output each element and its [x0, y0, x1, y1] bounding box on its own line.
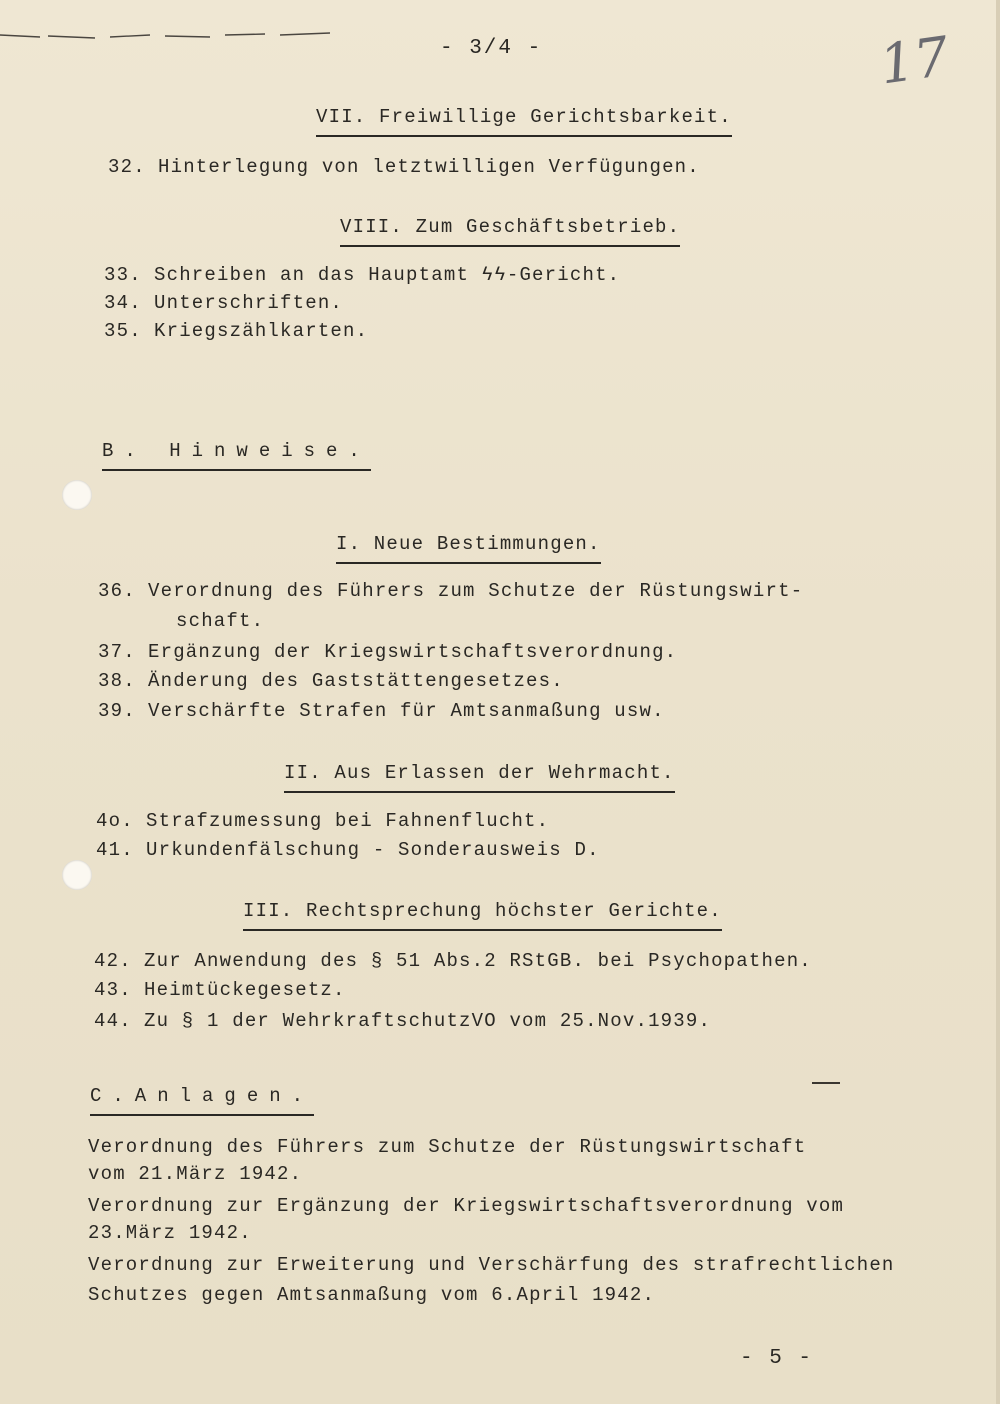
attachment-line: Verordnung zur Ergänzung der Kriegswirtschaftsverordnung vom [88, 1195, 845, 1217]
heading-b-ii: II. Aus Erlassen der Wehrmacht. [284, 764, 675, 793]
item-number: 36. [98, 580, 136, 602]
item-number: 38. [98, 670, 136, 692]
handwritten-folio-number: 17 [875, 24, 953, 97]
item-number: 39. [98, 700, 136, 722]
item-text: Verschärfte Strafen für Amtsanmaßung usw. [148, 700, 665, 722]
item-number: 35. [104, 320, 142, 342]
punch-hole-lower [62, 860, 92, 890]
item-text: Hinterlegung von letztwilligen Verfügungen. [158, 156, 700, 178]
top-scratch-marks [0, 28, 330, 40]
item-text: Strafzumessung bei Fahnenflucht. [146, 810, 550, 832]
item-text: Zur Anwendung des § 51 Abs.2 RStGB. bei Psychopathen. [144, 950, 812, 972]
item-number: 44. [94, 1010, 132, 1032]
item-text: Verordnung des Führers zum Schutze der Rüstungswirt- [148, 580, 804, 602]
item-text: Unterschriften. [154, 292, 344, 314]
item-text: Zu § 1 der WehrkraftschutzVO vom 25.Nov.1939. [144, 1010, 712, 1032]
item-number: 37. [98, 641, 136, 663]
attachment-line: Verordnung zur Erweiterung und Verschärfung des strafrechtlichen [88, 1254, 895, 1276]
heading-b-iii: III. Rechtsprechung höchster Gerichte. [243, 902, 722, 931]
heading-vii: VII. Freiwillige Gerichtsbarkeit. [316, 108, 732, 137]
item-text: Ergänzung der Kriegswirtschaftsverordnung. [148, 641, 678, 663]
punch-hole-upper [62, 480, 92, 510]
item-text: Änderung des Gaststättengesetzes. [148, 670, 564, 692]
item-text: Kriegszählkarten. [154, 320, 369, 342]
item-text: Schreiben an das Hauptamt ϟϟ-Gericht. [154, 264, 621, 286]
stray-pen-mark [812, 1082, 840, 1084]
item-text-continuation: schaft. [176, 610, 265, 632]
attachment-line: Schutzes gegen Amtsanmaßung vom 6.April 1942. [88, 1284, 656, 1306]
item-text: Heimtückegesetz. [144, 979, 346, 1001]
heading-viii: VIII. Zum Geschäftsbetrieb. [340, 218, 680, 247]
page-number: - 3/4 - [440, 37, 543, 60]
heading-section-b: B. Hinweise. [102, 442, 371, 471]
attachment-line: Verordnung des Führers zum Schutze der Rüstungswirtschaft [88, 1136, 807, 1158]
item-number: 32. [108, 156, 146, 178]
page-edge [996, 0, 1000, 1404]
heading-section-c: C.Anlagen. [90, 1087, 314, 1116]
attachment-line: vom 21.März 1942. [88, 1163, 303, 1185]
item-number: 42. [94, 950, 132, 972]
item-number: 41. [96, 839, 134, 861]
item-number: 4o. [96, 810, 134, 832]
item-number: 43. [94, 979, 132, 1001]
item-number: 34. [104, 292, 142, 314]
item-number: 33. [104, 264, 142, 286]
item-text: Urkundenfälschung - Sonderausweis D. [146, 839, 600, 861]
attachment-line: 23.März 1942. [88, 1222, 252, 1244]
heading-b-i: I. Neue Bestimmungen. [336, 535, 601, 564]
next-page-indicator: - 5 - [740, 1347, 814, 1370]
